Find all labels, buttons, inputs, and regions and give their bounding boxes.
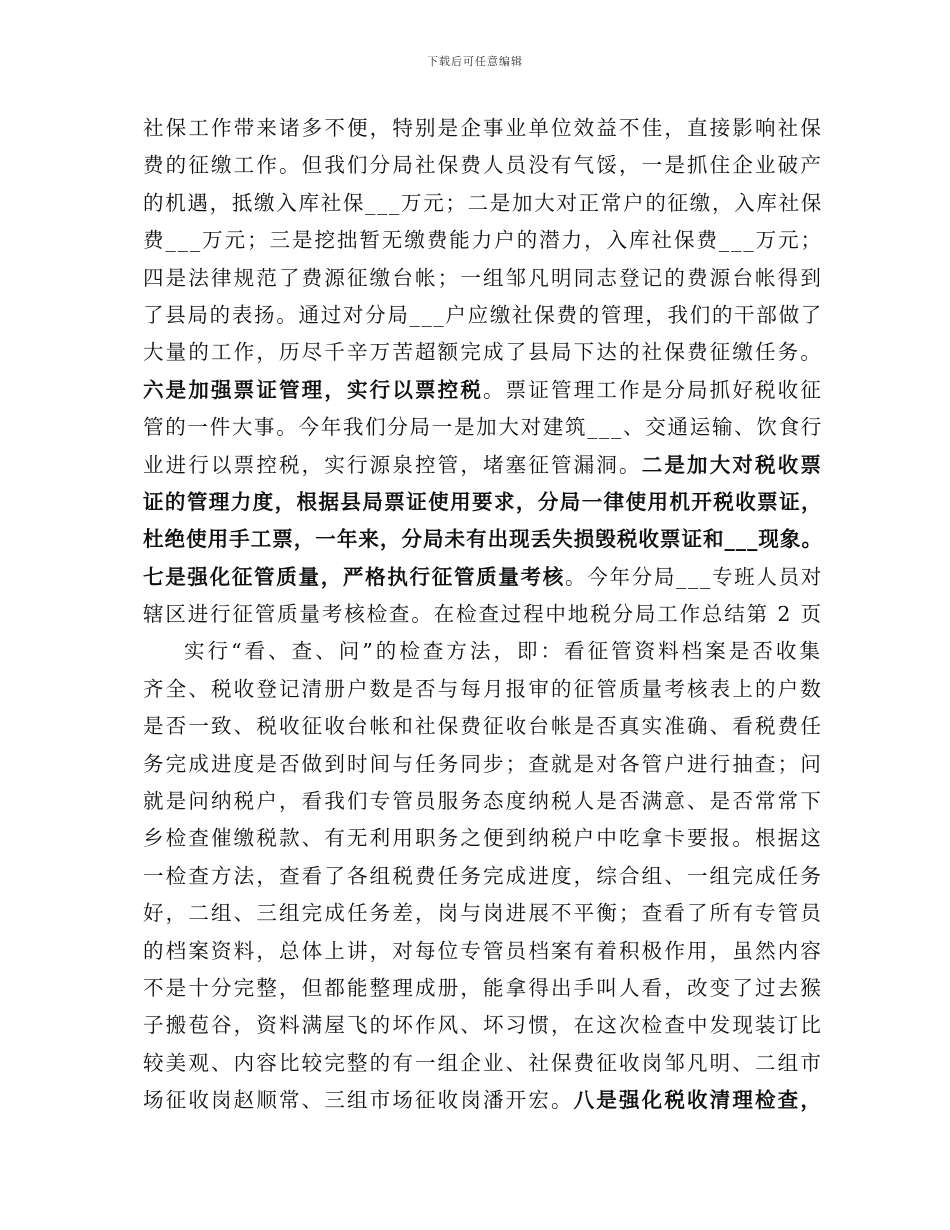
text-line [143,895,823,932]
text-run: 较美观、内容比较完整的有一组企业、社保费征收岗邹凡明、二组市 [143,1050,824,1075]
text-run: 就是问纳税户，看我们专管员服务态度纳税人是否满意、是否常常下 [143,789,824,814]
text-line [143,147,823,184]
text-run: 社保工作带来诸多不便，特别是企事业单位效益不佳，直接影响社保 [143,116,824,140]
text-line [143,633,823,670]
document-body [143,110,823,1120]
text-run: 大量的工作，历尽千辛万苦超额完成了县局下达的社保费征缴任务。 [143,340,824,365]
text-run: 管的一件大事。今年我们分局一是加大对建筑___、交通运输、饮食行 [143,415,824,440]
text-run: 不是十分完整，但都能整理成册，能拿得出手叫人看，改变了过去猴 [143,975,824,1000]
text-line [143,559,823,596]
text-run: 子搬苞谷，资料满屋飞的坏作风、坏习惯，在这次检查中发现装订比 [143,1013,824,1038]
text-run: 实行“看、查、问”的检查方法，即：看征管资料档案是否收集 [184,639,823,664]
text-run: 四是法律规范了费源征缴台帐；一组邹凡明同志登记的费源台帐得到 [143,265,824,290]
page-header: 下载后可任意编辑 [427,55,523,68]
bold-text-run: 二是加大对税收票 [641,452,824,477]
text-line [143,596,823,633]
text-line [143,185,823,222]
text-run: 业进行以票控税，实行源泉控管，堵塞征管漏洞。 [143,452,642,477]
text-line [143,409,823,446]
bold-text-run: 七是强化征管质量，严格执行征管质量考核 [143,564,566,589]
text-line [143,858,823,895]
text-line [143,746,823,783]
text-line [143,933,823,970]
text-line [143,110,823,147]
text-run: 是否一致、税收征收台帐和社保费征收台帐是否真实准确、看税费任 [143,714,824,739]
text-run: 。票证管理工作是分局抓好税收征 [483,377,824,402]
text-run: 齐全、税收登记清册户数是否与每月报审的征管质量考核表上的户数 [143,676,824,701]
text-line [143,1082,823,1119]
text-line [143,671,823,708]
bold-text-run: 证的管理力度，根据县局票证使用要求，分局一律使用机开税收票证， [143,489,823,514]
text-line [143,1007,823,1044]
text-line [143,521,823,558]
text-run: 的档案资料，总体上讲，对每位专管员档案有着积极作用，虽然内容 [143,938,824,963]
text-run: 。今年分局___专班人员对 [565,564,824,589]
text-run: 乡检查催缴税款、有无利用职务之便到纳税户中吃拿卡要报。根据这 [143,826,824,851]
bold-text-run: 六是加强票证管理，实行以票控税 [143,377,484,402]
text-line [143,970,823,1007]
text-run: 一检查方法，查看了各组税费任务完成进度，综合组、一组完成任务 [143,863,824,888]
bold-text-run: 杜绝使用手工票，一年来，分局未有出现丢失损毁税收票证和___现象。 [143,527,824,552]
text-line [143,708,823,745]
text-run: 了县局的表扬。通过对分局___户应缴社保费的管理，我们的干部做了 [143,302,824,327]
text-line [143,484,823,521]
text-line [143,1045,823,1082]
text-line [143,372,823,409]
text-line [143,260,823,297]
text-run: 辖区进行征管质量考核检查。在检查过程中地税分局工作总结第 2 页 [143,602,823,627]
text-line [143,297,823,334]
text-run: 的机遇，抵缴入库社保___万元；二是加大对正常户的征缴，入库社保 [143,190,824,215]
text-run: 务完成进度是否做到时间与任务同步；查就是对各管户进行抽查；问 [143,751,824,776]
text-line [143,820,823,857]
text-line [143,447,823,484]
text-run: 场征收岗赵顺常、三组市场征收岗潘开宏。 [143,1088,574,1113]
text-line [143,222,823,259]
text-line [143,334,823,371]
text-run: 费的征缴工作。但我们分局社保费人员没有气馁，一是抓住企业破产 [143,153,824,178]
text-run: 好，二组、三组完成任务差，岗与岗进展不平衡；查看了所有专管员 [143,901,824,926]
bold-text-run: 八是强化税收清理检查， [573,1088,824,1113]
text-run: 费___万元；三是挖拙暂无缴费能力户的潜力，入库社保费___万元； [143,228,824,253]
text-line [143,783,823,820]
